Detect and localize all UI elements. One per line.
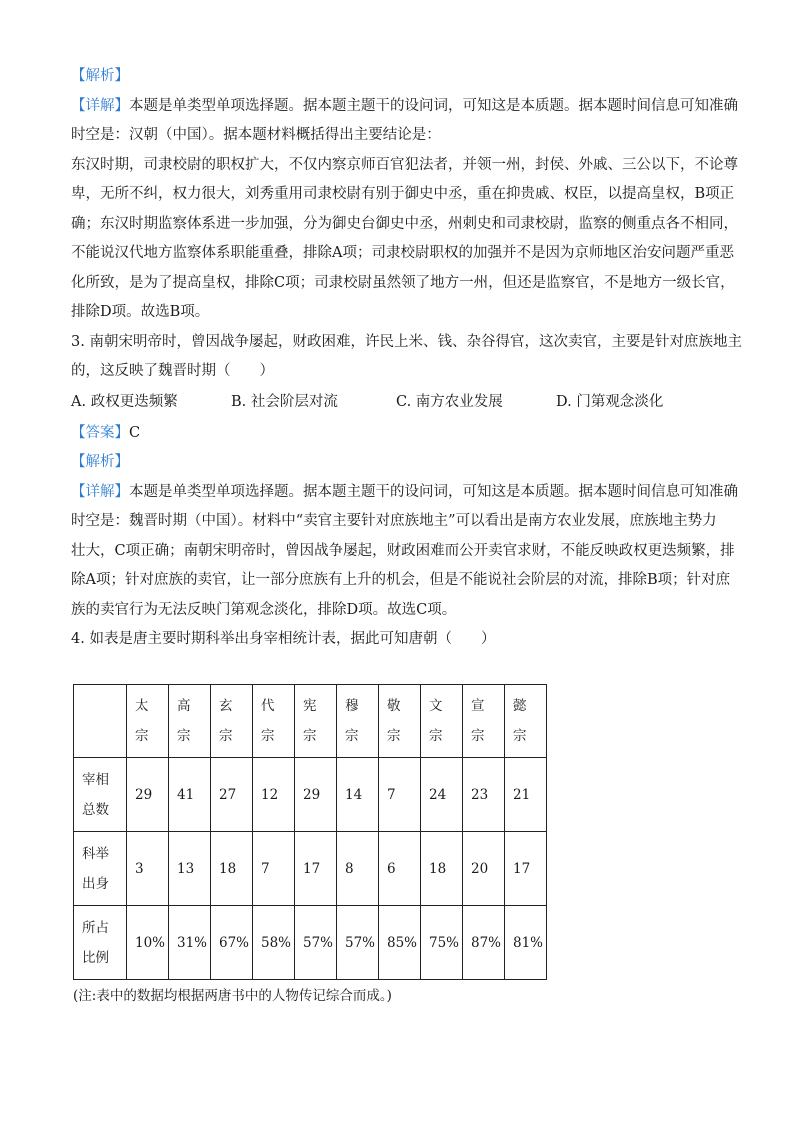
q3-stem-line: 的，这反映了魏晋时期（ ） [71,363,274,379]
option-b: B. 社会阶层对流 [231,393,338,410]
emperor-header: 穆 宗 [337,685,379,758]
table-note: (注:表中的数据均根据两唐书中的人物传记综合而成。) [73,988,392,1004]
q3-analysis-heading: 【解析】 [71,454,129,470]
table-corner-cell [74,685,127,758]
table-cell: 81% [505,906,547,980]
table-cell: 7 [253,832,295,906]
table-cell: 17 [505,832,547,906]
table-cell: 21 [505,758,547,832]
q3-analysis-line: 时空是：魏晋时期（中国）。材料中“卖官主要针对庶族地主”可以看出是南方农业发展，庶族地主势力 [71,513,717,529]
q3-analysis-line: 壮大，C项正确；南朝宋明帝时，曾因战争屡起，财政困难而公开卖官求财，不能反映政权更迭频繁，排 [71,542,735,559]
table-cell: 18 [211,832,253,906]
table-cell: 29 [127,758,169,832]
table-cell: 31% [169,906,211,980]
answer-value: C [129,424,141,441]
emperor-header: 代 宗 [253,685,295,758]
emperor-header: 玄 宗 [211,685,253,758]
q3-answer [71,419,723,449]
table-cell: 3 [127,832,169,906]
table-cell: 57% [295,906,337,980]
table-cell: 67% [211,906,253,980]
q2-analysis-line: 东汉时期，司隶校尉的职权扩大，不仅内察京师百官犯法者，并领一州，封侯、外戚、三公以下，不论尊 [71,156,738,173]
q2-analysis-line: 化所致，是为了提高皇权，排除C项；司隶校尉虽然领了地方一州，但还是监察官，不是地方一级长官， [71,274,735,291]
table-cell: 75% [421,906,463,980]
table-row-total [74,758,547,832]
emperor-header: 宣 宗 [463,685,505,758]
emperor-header: 文 宗 [421,685,463,758]
document-body [71,62,742,655]
row-label: 所占 比例 [74,906,127,980]
table-cell: 87% [463,906,505,980]
option-d: D. 门第观念淡化 [556,393,664,410]
table-row-ratio [74,906,547,980]
q2-analysis-line: 卑，无所不纠，权力很大，刘秀重用司隶校尉有别于御史中丞，重在抑贵戚、权臣，以提高皇权，B项正 [71,186,735,202]
q2-analysis-line: 不能说汉代地方监察体系职能重叠，排除A项；司隶校尉职权的加强并不是因为京师地区治安问题严重恶 [71,245,734,261]
q2-analysis-line: 确；东汉时期监察体系进一步加强，分为御史台御史中丞，州刺史和司隶校尉，监察的侧重点各不相同， [71,215,738,232]
emperor-header: 太 宗 [127,685,169,758]
emperor-header: 高 宗 [169,685,211,758]
q2-analysis-heading: 【解析】 [71,68,129,84]
detail-tag: 【详解】 [71,483,129,500]
table-cell: 14 [337,758,379,832]
table-cell: 12 [253,758,295,832]
table-cell: 24 [421,758,463,832]
option-a: A. 政权更迭频繁 [71,393,178,410]
table-cell: 20 [463,832,505,906]
emperor-header: 敬 宗 [379,685,421,758]
answer-tag: 【答案】 [71,424,129,441]
table-cell: 8 [337,832,379,906]
q4-stem: 4. 如表是唐主要时期科举出身宰相统计表，据此可知唐朝（ ） [71,631,496,647]
table-cell: 13 [169,832,211,906]
table-cell: 10% [127,906,169,980]
table-row-keju [74,832,547,906]
table-cell: 27 [211,758,253,832]
detail-tag: 【详解】 [71,97,129,114]
table-cell: 85% [379,906,421,980]
row-label: 宰相 总数 [74,758,127,832]
table-header-row [74,685,547,758]
chancellor-stats-table [73,684,547,980]
option-c: C. 南方农业发展 [396,393,503,410]
q3-stem-line: 3. 南朝宋明帝时，曾因战争屡起，财政困难，许民上米、钱、杂谷得官，这次卖官，主要是针对庶族地主 [71,333,742,350]
q2-analysis-line: 【详解】本题是单类型单项选择题。据本题主题干的设问词，可知这是本质题。据本题时间信息可知准确 [71,97,738,114]
table-cell: 18 [421,832,463,906]
table-cell: 23 [463,758,505,832]
table-cell: 17 [295,832,337,906]
q3-analysis-line: 除A项；针对庶族的卖官，让一部分庶族有上升的机会，但是不能说社会阶层的对流，排除B项；针对庶 [71,572,731,588]
q2-analysis-line: 排除D项。故选B项。 [71,304,210,320]
q3-analysis-line: 族的卖官行为无法反映门第观念淡化，排除D项。故选C项。 [71,601,457,618]
emperor-header: 懿 宗 [505,685,547,758]
q3-options [71,387,723,419]
q2-analysis-line: 时空是：汉朝（中国）。据本题材料概括得出主要结论是： [71,127,441,143]
row-label: 科举 出身 [74,832,127,906]
table-cell: 57% [337,906,379,980]
q3-analysis-line: 【详解】本题是单类型单项选择题。据本题主题干的设问词，可知这是本质题。据本题时间信息可知准确 [71,483,738,500]
table-cell: 29 [295,758,337,832]
table-cell: 41 [169,758,211,832]
table-cell: 7 [379,758,421,832]
emperor-header: 宪 宗 [295,685,337,758]
table-cell: 6 [379,832,421,906]
table-cell: 58% [253,906,295,980]
